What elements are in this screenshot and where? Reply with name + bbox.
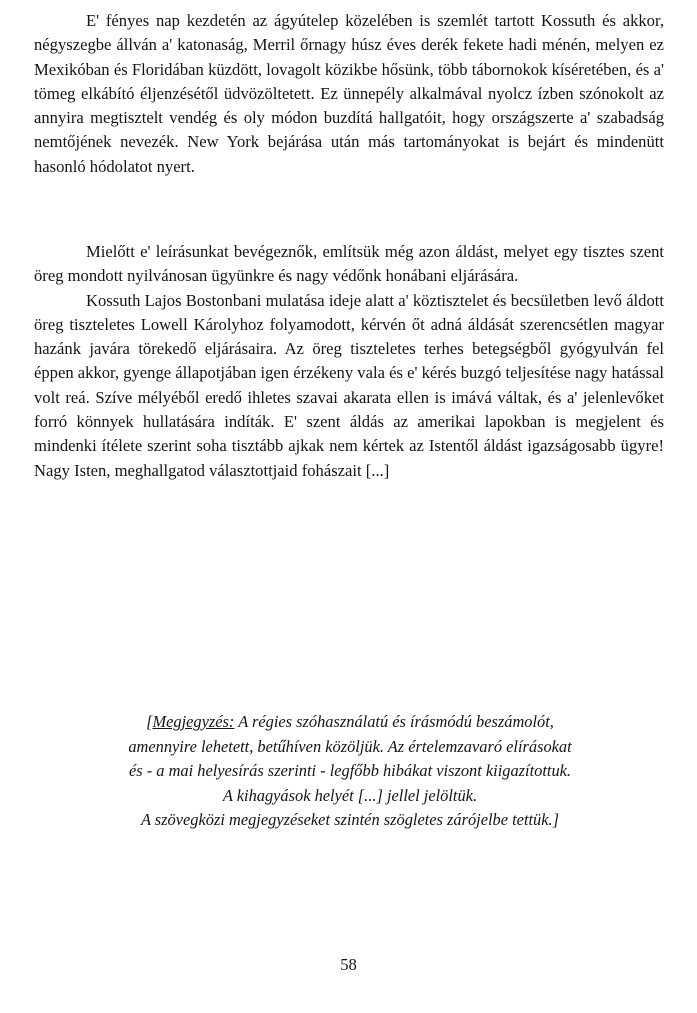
note-line — [40, 710, 660, 735]
note-line: A kihagyások helyét [...] jellel jelöltük. — [222, 785, 478, 805]
text-block-top — [34, 9, 664, 179]
page-number: 58 — [340, 955, 357, 974]
paragraph: Mielőtt e' leírásunkat bevégeznők, említsük még azon áldást, melyet egy tisztes szent öreg mondott nyilvánosan ügyünkre és nagy védőnk honábani eljárására. — [34, 242, 664, 286]
text-block-middle — [34, 240, 664, 483]
note-line-text: A régies szóhasználatú és írásmódú beszámolót, — [234, 712, 554, 731]
editorial-note — [40, 710, 660, 833]
note-label: [Megjegyzés: — [146, 712, 235, 731]
note-line: amennyire lehetett, betűhíven közöljük. Az értelemzavaró elírásokat — [128, 736, 572, 756]
paragraph: Kossuth Lajos Bostonbani mulatása ideje alatt a' köztisztelet és becsületben levő áldott öreg tiszteletes Lowell Károlyhoz folyamodott, kérvén őt adná áldását szerencsétlen magyar hazánk javára törekedő eljárásaira. Az öreg tiszteletes terhes betegségből gyógyulván fel éppen akkor, gyenge állapotjában igen érzékeny vala és e' kérés buzgó teljesítése nagy hatással volt reá. Szíve mélyéből eredő ihletes szavai akarata ellen is imává váltak, és a' jelenlevőket forró könnyek hullatására indíták. E' szent áldás az amerikai lapokban is megjelent és mindenki ítélete szerint soha tisztább ajkak nem kértek az Istentől áldást igazságosabb ügyre! Nagy Isten, meghallgatod választottjaid fohászait [...] — [34, 290, 664, 480]
paragraph: E' fényes nap kezdetén az ágyútelep közelében is szemlét tartott Kossuth és akkor, négyszegbe állván a' katonaság, Merril őrnagy húsz éves derék fekete hadi ménén, melyen ez Mexikóban és Floridában küzdött, lovagolt közikbe hősünk, több tábornokok kíséretében, és a' tömeg elkábító éljenzésétől üdvözöltetett. Ez ünnepély alkalmával nyolcz ízben szónokolt az annyira megtisztelt vendég és oly módon buzdítá hallgatóit, hogy országszerte a' szabadság nemtőjének nevezék. New York bejárása után más tartományokat is bejárt és mindenütt hasonló hódolatot nyert. — [34, 11, 664, 176]
note-line: A szövegközi megjegyzéseket szintén szögletes zárójelbe tettük.] — [140, 810, 560, 829]
note-line: és - a mai helyesírás szerinti - legfőbb hibákat viszont kiigazítottuk. — [128, 761, 572, 780]
